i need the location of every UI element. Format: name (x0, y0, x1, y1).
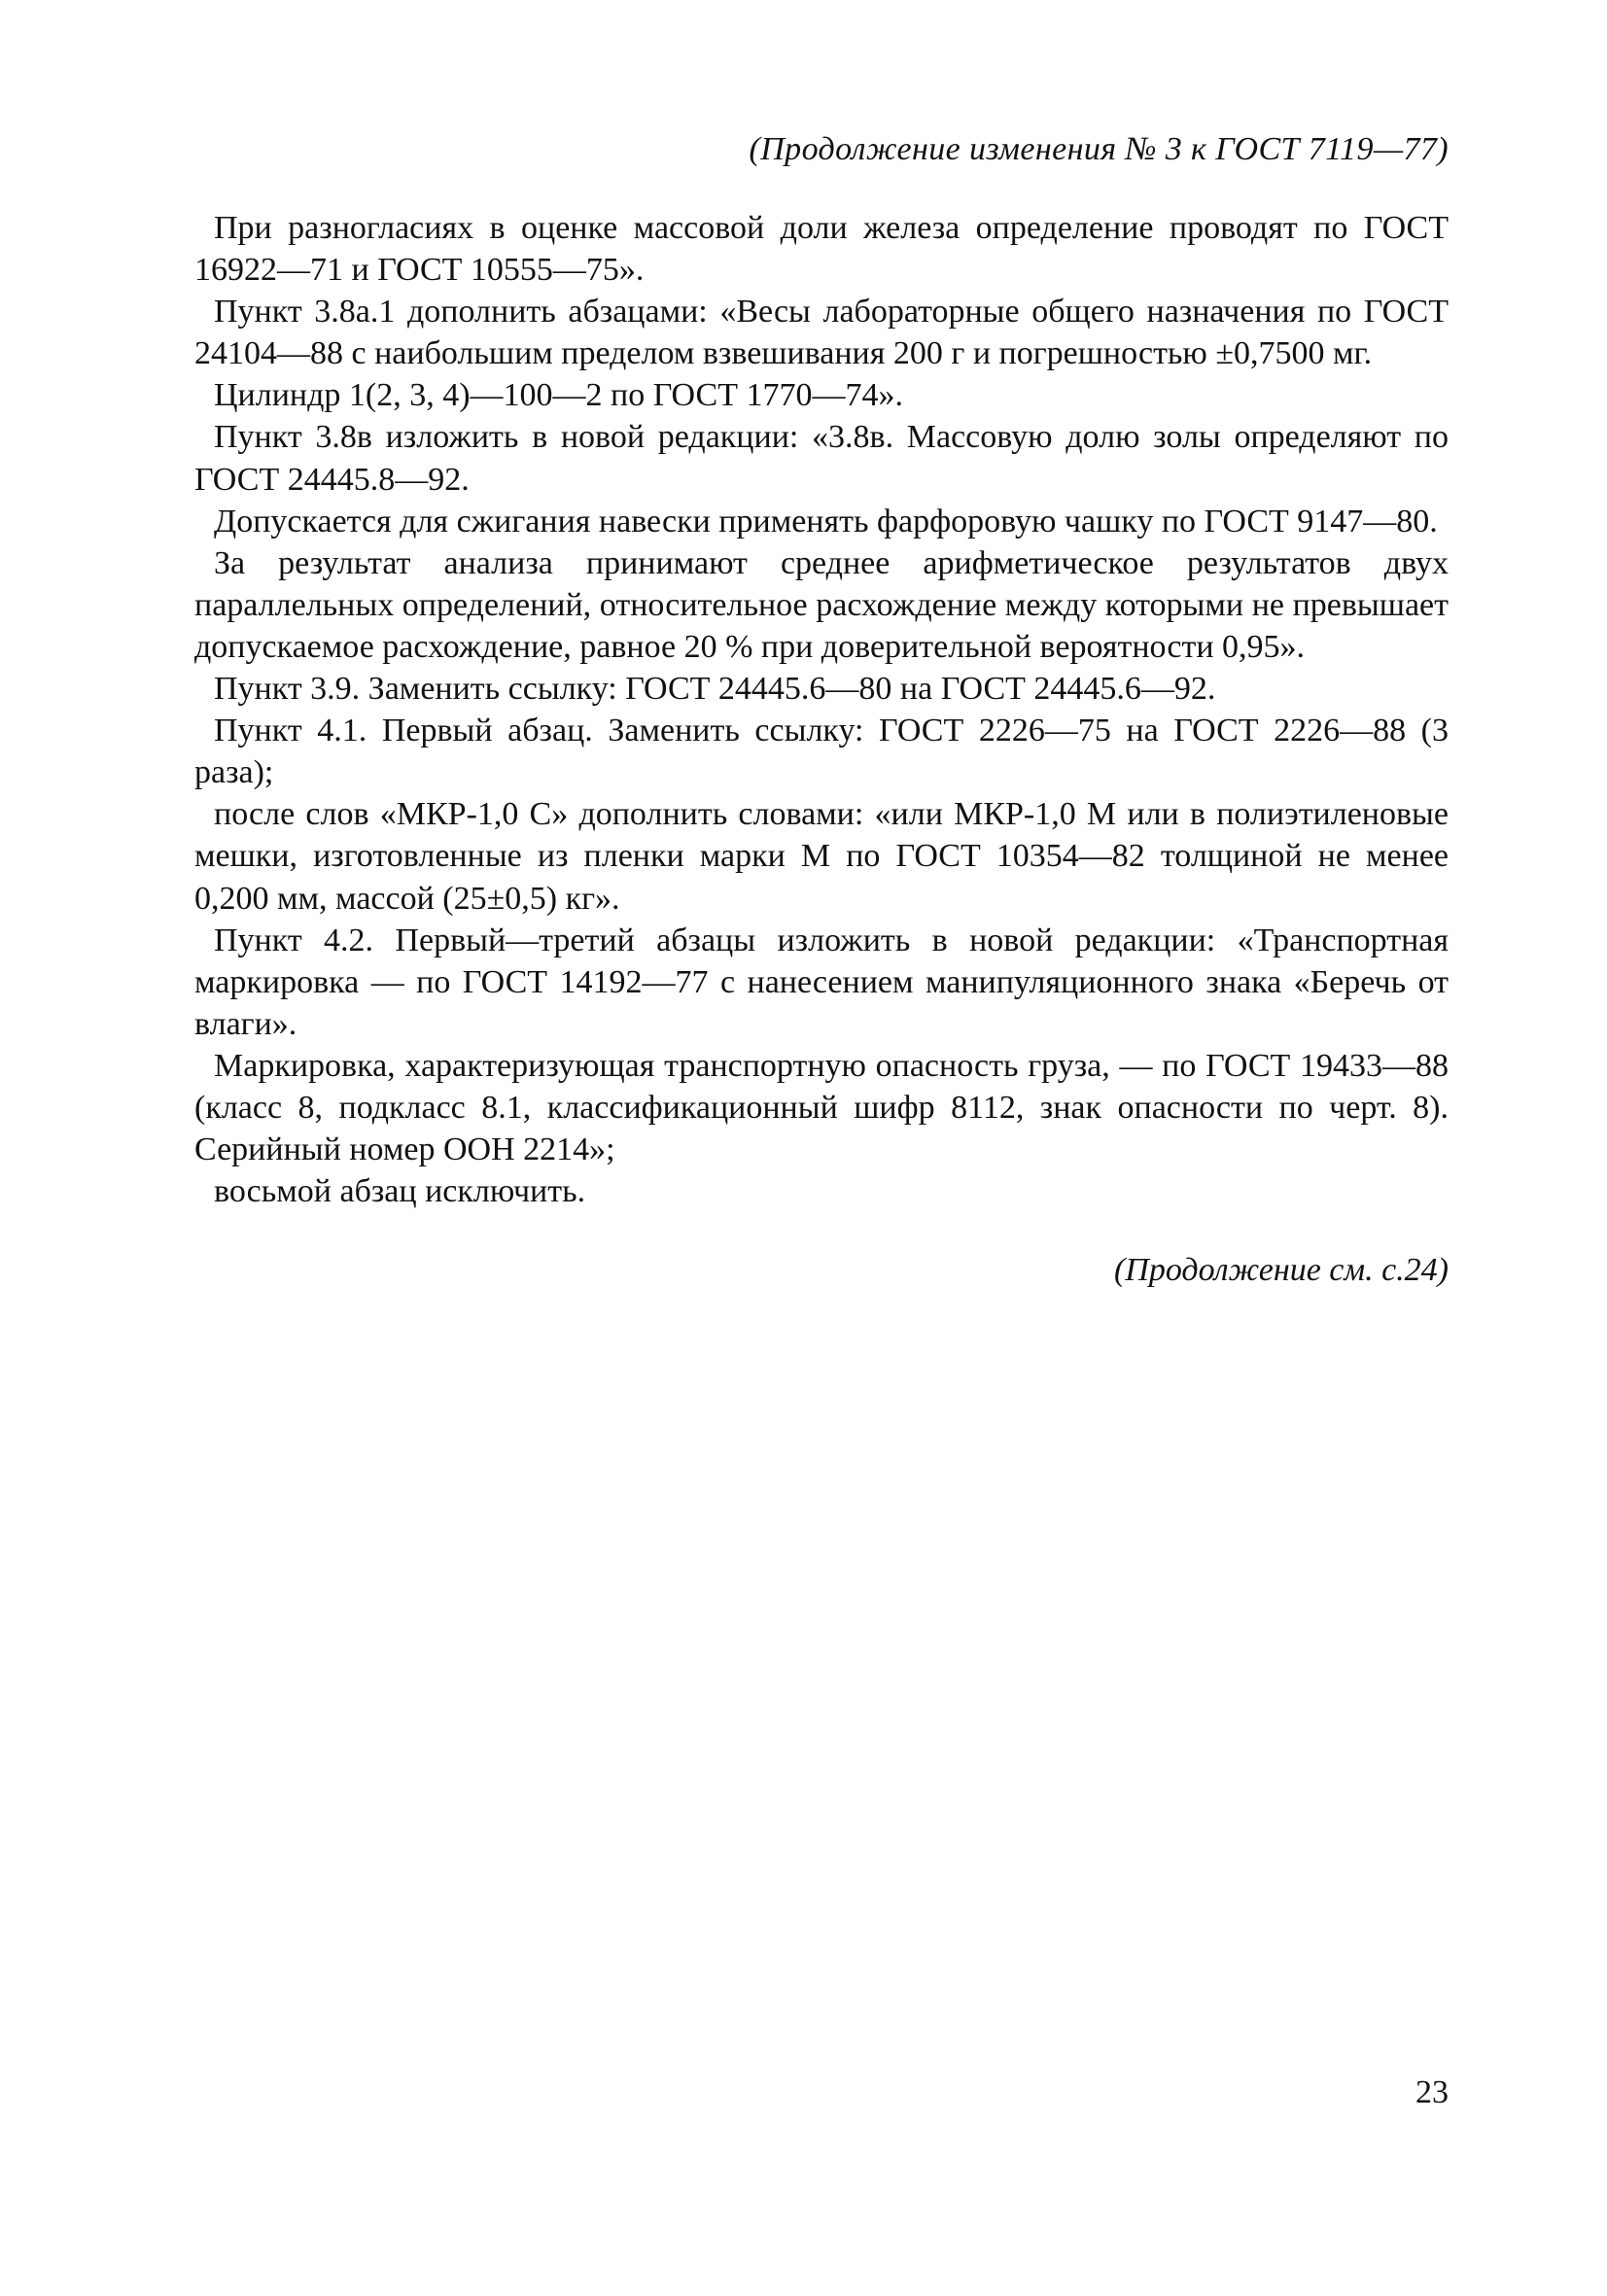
paragraph: Пункт 3.8а.1 дополнить абзацами: «Весы лабораторные общего назначения по ГОСТ 24104—88 с наибольшим пределом взвешивания 200 г и погрешностью ±0,7500 мг. (194, 294, 1449, 372)
document-body (194, 207, 1449, 1212)
continuation-footer: (Продолжение см. с.24) (1113, 1252, 1449, 1288)
paragraph: Допускается для сжигания навески применять фарфоровую чашку по ГОСТ 9147—80. (214, 503, 1438, 539)
paragraph: Пункт 3.9. Заменить ссылку: ГОСТ 24445.6—80 на ГОСТ 24445.6—92. (214, 671, 1216, 708)
paragraph: восьмой абзац исключить. (214, 1173, 586, 1210)
paragraph: после слов «МКР-1,0 С» дополнить словами: «или МКР-1,0 М или в полиэтиленовые мешки, изготовленные из пленки марки М по ГОСТ 10354—82 толщиной не менее 0,200 мм, массой (25±0,5) кг». (194, 796, 1449, 917)
continuation-header: (Продолжение изменения № 3 к ГОСТ 7119—77) (749, 131, 1449, 167)
paragraph: Пункт 4.1. Первый абзац. Заменить ссылку: ГОСТ 2226—75 на ГОСТ 2226—88 (3 раза); (194, 713, 1449, 791)
paragraph: Маркировка, характеризующая транспортную опасность груза, — по ГОСТ 19433—88 (класс 8, подкласс 8.1, классификационный шифр 8112, знак опасности по черт. 8). Серийный номер ООН 2214»; (194, 1047, 1449, 1168)
paragraph: Пункт 3.8в изложить в новой редакции: «3.8в. Массовую долю золы определяют по ГОСТ 24445.8—92. (194, 419, 1449, 498)
paragraph: Пункт 4.2. Первый—третий абзацы изложить в новой редакции: «Транспортная маркировка — по ГОСТ 14192—77 с нанесением манипуляционного знака «Беречь от влаги». (194, 922, 1449, 1042)
page-number: 23 (1415, 2074, 1449, 2110)
paragraph: Цилиндр 1(2, 3, 4)—100—2 по ГОСТ 1770—74». (214, 377, 903, 414)
paragraph: За результат анализа принимают среднее арифметическое результатов двух параллельных определений, относительное расхождение между которыми не превышает допускаемое расхождение, равное 20 % при доверительной вероятности 0,95». (194, 544, 1449, 665)
paragraph: При разногласиях в оценке массовой доли железа определение проводят по ГОСТ 16922—71 и ГОСТ 10555—75». (194, 210, 1449, 289)
